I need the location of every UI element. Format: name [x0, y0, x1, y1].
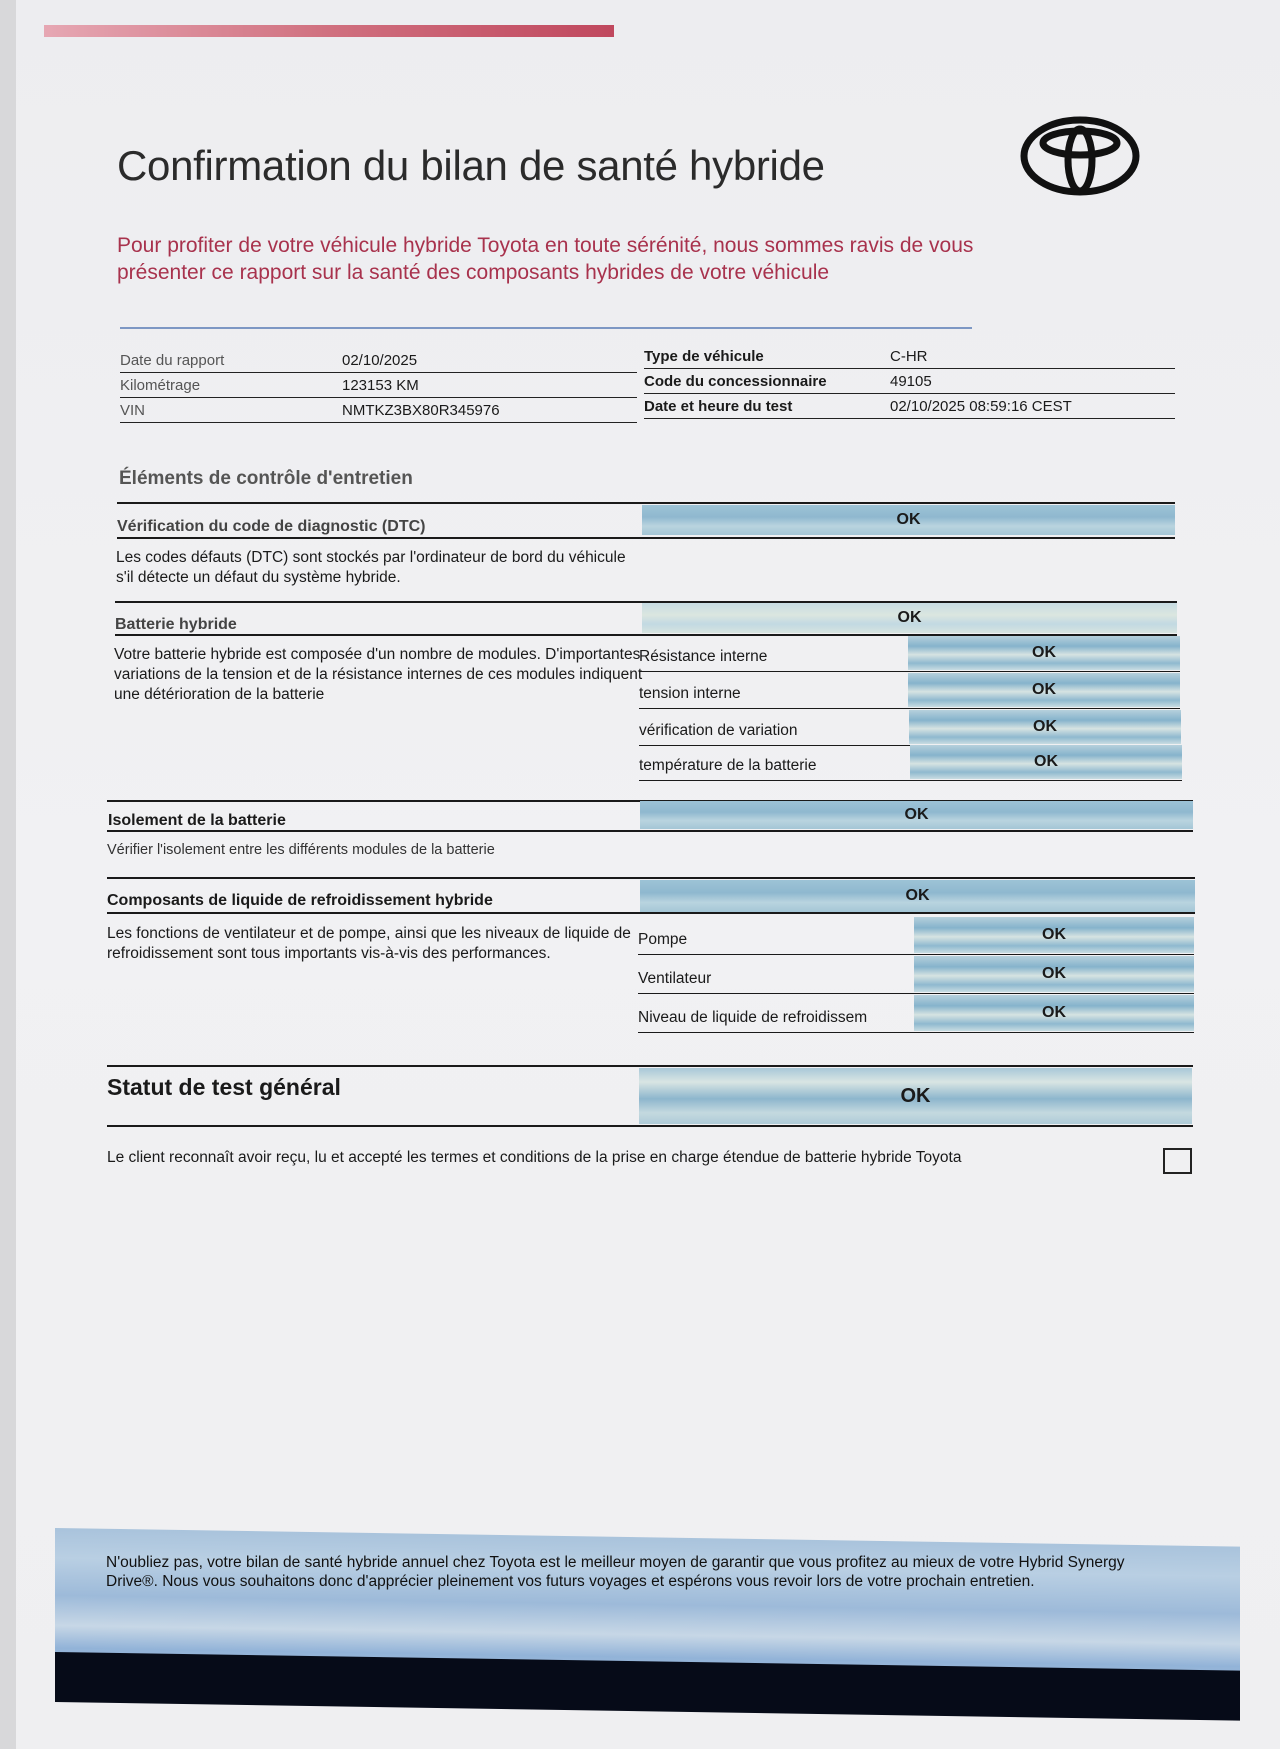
status-text: OK — [905, 887, 930, 904]
isolation-description: Vérifier l'isolement entre les différents modules de la batterie — [107, 842, 495, 858]
isolation-title: Isolement de la batterie — [108, 812, 286, 829]
status-text: OK — [1034, 753, 1058, 770]
dtc-title: Vérification du code de diagnostic (DTC) — [117, 518, 426, 535]
info-label: Date et heure du test — [644, 398, 793, 415]
check-label: vérification de variation — [639, 722, 798, 739]
info-value: 02/10/2025 08:59:16 CEST — [890, 398, 1072, 415]
status-text: OK — [1042, 926, 1066, 943]
cooling-title: Composants de liquide de refroidissement hybride — [107, 892, 493, 909]
info-value: 49105 — [890, 373, 932, 390]
check-label: Pompe — [638, 931, 688, 948]
divider — [107, 830, 1193, 832]
intro-divider — [120, 327, 972, 329]
info-value: C-HR — [890, 348, 928, 365]
page-edge — [0, 0, 16, 1749]
status-text: OK — [1032, 681, 1056, 698]
battery-status-bar — [642, 603, 1177, 633]
info-label: Type de véhicule — [644, 348, 764, 365]
info-row-vehicle-type — [644, 344, 1175, 369]
intro-text: Pour profiter de votre véhicule hybride Toyota en toute sérénité, nous sommes ravis de vous présenter ce rapport sur la santé des composants hybrides de votre véhicule — [117, 234, 974, 284]
check-label: Résistance interne — [639, 648, 768, 665]
divider — [107, 877, 1195, 879]
battery-check-row — [639, 745, 1182, 781]
check-status-bar — [914, 995, 1194, 1031]
check-label: température de la batterie — [639, 757, 817, 774]
check-status-bar — [909, 710, 1181, 744]
check-label: Niveau de liquide de refroidissem — [638, 1009, 868, 1026]
isolation-status-bar — [640, 801, 1193, 829]
check-status-bar — [914, 917, 1194, 953]
overall-status-title: Statut de test général — [107, 1074, 341, 1100]
info-label: Kilométrage — [120, 377, 201, 394]
toyota-logo-icon — [1019, 116, 1141, 196]
status-text: OK — [1042, 1004, 1066, 1021]
divider — [107, 1065, 1193, 1067]
status-text: OK — [897, 609, 922, 626]
cooling-description: Les fonctions de ventilateur et de pompe, ainsi que les niveaux de liquide de refroidissement sont tous importants vis-à-vis des performances. — [107, 925, 631, 962]
info-label: Date du rapport — [120, 352, 225, 369]
info-row-vin — [120, 398, 637, 423]
report-info-right — [644, 344, 1175, 419]
status-text: OK — [904, 806, 929, 823]
maintenance-heading: Éléments de contrôle d'entretien — [119, 468, 413, 489]
check-status-bar — [908, 636, 1180, 670]
consent-checkbox[interactable] — [1163, 1148, 1192, 1174]
info-row-dealer-code — [644, 369, 1175, 394]
divider — [117, 537, 1175, 539]
cooling-status-bar — [640, 880, 1195, 912]
info-row-report-date — [120, 348, 637, 373]
document-title: Confirmation du bilan de santé hybride — [117, 142, 825, 189]
status-text: OK — [1032, 644, 1056, 661]
overall-status-bar — [639, 1068, 1192, 1124]
consent-text: Le client reconnaît avoir reçu, lu et accepté les termes et conditions de la prise en charge étendue de batterie hybride Toyota — [107, 1149, 962, 1166]
check-status-bar — [908, 673, 1180, 707]
battery-check-row — [639, 636, 1180, 672]
red-accent-bar — [44, 25, 614, 37]
dtc-status-bar — [642, 505, 1175, 535]
battery-title: Batterie hybride — [115, 616, 237, 633]
footer-text: N'oubliez pas, votre bilan de santé hybride annuel chez Toyota est le meilleur moyen de garantir que vous profitez au mieux de votre Hybrid Synergy Drive®. Nous vous souhaitons donc d'apprécier pleinement vos futurs voyages et espérons vous revoir lors de votre prochain entretien. — [106, 1554, 1125, 1590]
info-value: NMTKZ3BX80R345976 — [342, 402, 500, 419]
cooling-check-row — [638, 917, 1194, 955]
cooling-check-row — [638, 995, 1194, 1033]
status-text: OK — [900, 1084, 931, 1107]
battery-check-row — [639, 710, 1181, 746]
info-value: 123153 KM — [342, 377, 419, 394]
battery-check-row — [639, 673, 1180, 709]
status-text: OK — [1033, 718, 1057, 735]
info-value: 02/10/2025 — [342, 352, 418, 369]
info-row-test-datetime — [644, 394, 1175, 419]
divider — [107, 912, 1195, 914]
check-label: tension interne — [639, 685, 741, 702]
info-row-mileage — [120, 373, 637, 398]
check-status-bar — [914, 956, 1194, 992]
info-label: VIN — [120, 402, 146, 419]
dtc-description: Les codes défauts (DTC) sont stockés par l'ordinateur de bord du véhicule s'il détecte un défaut du système hybride. — [116, 549, 626, 586]
report-info-left — [120, 348, 637, 423]
check-label: Ventilateur — [638, 970, 712, 987]
divider — [117, 502, 1175, 504]
info-label: Code du concessionnaire — [644, 373, 827, 390]
battery-description: Votre batterie hybride est composée d'un nombre de modules. D'importantes variations de la tension et de la résistance internes de ces modules indiquent une détérioration de la batterie — [114, 646, 643, 703]
status-text: OK — [1042, 965, 1066, 982]
divider — [107, 1125, 1193, 1127]
cooling-check-row — [638, 956, 1194, 994]
check-status-bar — [910, 745, 1182, 779]
status-text: OK — [896, 511, 921, 528]
